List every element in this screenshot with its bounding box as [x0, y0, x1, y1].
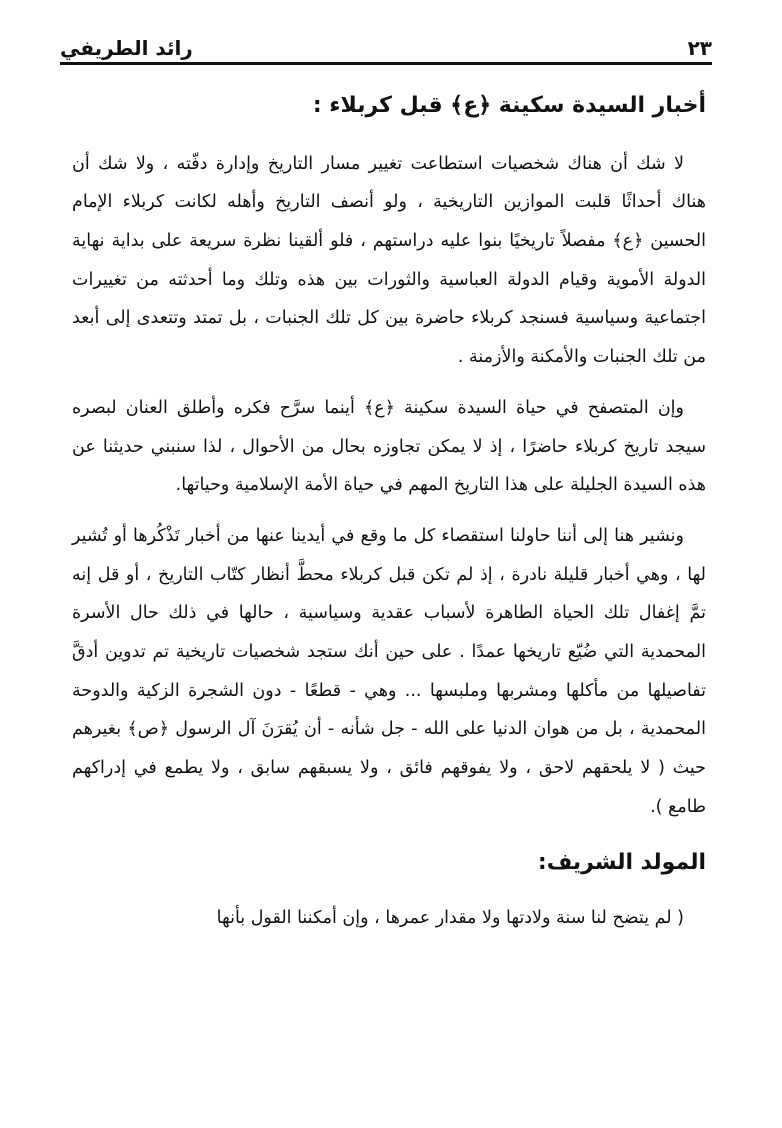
page-body: [72, 88, 706, 938]
section-heading-birth: المولد الشريف:: [537, 849, 706, 875]
body-paragraph: ونشير هنا إلى أننا حاولنا استقصاء كل ما وقع في أيدينا عنها من أخبار تَذْكُرها أو تُشير لها ، وهي أخبار قليلة نادرة ، إذ لم تكن قبل كربلاء محطَّ أنظار كتّاب التاريخ ، أو قل إنه تمَّ إغفال تلك الحياة الطاهرة لأسباب عقدية وسياسية ، حالها في ذلك حال الأسرة المحمدية التي ضُيّع تاريخها عمدًا . على حين أنك ستجد شخصيات تاريخية تم تدوين أدقَّ تفاصيلها من مأكلها ومشربها وملبسها ... وهي - قطعًا - دون الشجرة الزكية والدوحة المحمدية ، بل من هوان الدنيا على الله - جل شأنه - أن يُقرَنَ آل الرسول ﴿ص﴾ بغيرهم حيث ( لا يلحقهم لاحق ، ولا يفوقهم فائق ، ولا يسبقهم سابق ، ولا يطمع في إدراكهم طامع ).: [72, 525, 706, 817]
author-name: رائد الطريفي: [60, 36, 193, 60]
section-heading-sakina-before-karbala: أخبار السيدة سكينة ﴿ع﴾ قبل كربلاء :: [312, 93, 706, 118]
body-paragraph: وإن المتصفح في حياة السيدة سكينة ﴿ع﴾ أينما سرَّح فكره وأطلق العنان لبصره سيجد تاريخ كربلاء حاضرًا ، إذ لا يمكن تجاوزه بحال من الأحوال ، لذا سنبني حديثنا عن هذه السيدة الجليلة على هذا التاريخ المهم في حياة الأمة الإسلامية وحياتها.: [72, 397, 706, 496]
running-header: [60, 28, 712, 65]
body-paragraph: ( لم يتضح لنا سنة ولادتها ولا مقدار عمرها ، وإن أمكننا القول بأنها: [216, 908, 684, 929]
page-number: ٢٣: [687, 36, 712, 60]
body-paragraph: لا شك أن هناك شخصيات استطاعت تغيير مسار التاريخ وإدارة دفّته ، ولا شك أن هناك أحداثًا قلبت الموازين التاريخية ، ولو أنصف التاريخ وأهله لكانت كربلاء الإمام الحسين ﴿ع﴾ مفصلاً تاريخيًا بنوا عليه دراستهم ، فلو ألقينا نظرة سريعة على بداية نهاية الدولة الأموية وقيام الدولة العباسية والثورات بين هذه وتلك وما أحدثته من تغييرات اجتماعية وسياسية فسنجد كربلاء حاضرة بين كل تلك الجنبات ، بل تمتد وتتعدى إلى أبعد من تلك الجنبات والأمكنة والأزمنة .: [72, 153, 706, 368]
